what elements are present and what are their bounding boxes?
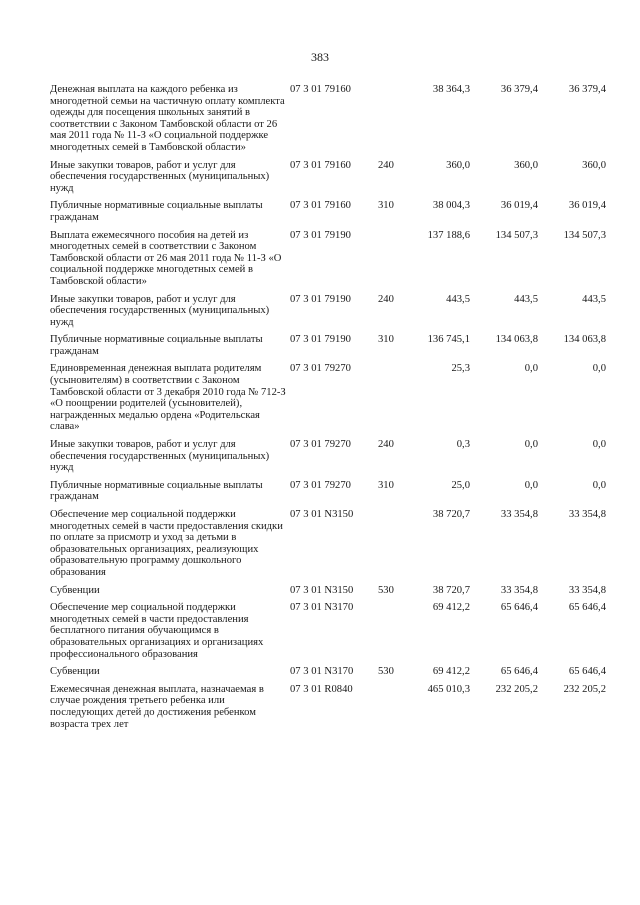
item-name: Денежная выплата на каждого ребенка из многодетной семьи на частичную оплату комплекта одежды для посещения школьных занятий в соответствии с Законом Тамбовской области от 26 мая 2011 года № 11-З «О социальной поддержке многодетных семей в Тамбовской области» <box>50 84 285 153</box>
item-name: Субвенции <box>50 666 100 678</box>
amount-year-1: 38 720,7 <box>432 509 470 520</box>
amount-year-3: 134 507,3 <box>563 229 606 241</box>
item-name: Иные закупки товаров, работ и услуг для обеспечения государственных (муниципальных) нужд <box>50 439 270 474</box>
target-code: 07 3 01 79190 <box>290 334 351 346</box>
target-code: 07 3 01 N3170 <box>290 666 354 678</box>
amount-year-2: 65 646,4 <box>500 666 538 678</box>
target-code: 07 3 01 79190 <box>290 293 351 305</box>
amount-year-1: 69 412,2 <box>432 666 470 678</box>
amount-year-2: 0,0 <box>524 363 538 375</box>
budget-table <box>50 84 620 736</box>
item-name: Выплата ежемесячного пособия на детей из многодетных семей в соответствии с Законом Тамбовской области от 26 мая 2011 года № 11-З «О социальной поддержке многодетных семей в Тамбовской области» <box>50 229 282 287</box>
amount-year-1: 360,0 <box>446 159 470 171</box>
amount-year-3: 65 646,4 <box>568 666 606 678</box>
amount-year-3: 0,0 <box>592 479 606 491</box>
amount-year-3: 36 379,4 <box>568 84 606 95</box>
table-row <box>50 666 620 678</box>
amount-year-1: 38 720,7 <box>432 584 470 596</box>
item-name: Обеспечение мер социальной поддержки многодетных семей в части предоставления скидки по оплате за присмотр и уход за детьми в образовательных организациях, реализующих образовательную программу дошкольного образования <box>50 509 283 578</box>
expense-type-code: 530 <box>378 584 394 596</box>
item-name: Обеспечение мер социальной поддержки многодетных семей в части предоставления бесплатного питания обучающимся в образовательных организациях и организациях профессионального образования <box>50 602 264 660</box>
amount-year-2: 36 379,4 <box>500 84 538 95</box>
expense-type-code: 310 <box>378 479 394 491</box>
table-row <box>50 602 620 660</box>
expense-type-code: 240 <box>378 293 394 305</box>
table-row <box>50 439 620 474</box>
target-code: 07 3 01 79270 <box>290 363 351 375</box>
table-row <box>50 334 620 357</box>
item-name: Иные закупки товаров, работ и услуг для обеспечения государственных (муниципальных) нужд <box>50 159 270 194</box>
expense-type-code: 310 <box>378 334 394 346</box>
amount-year-2: 0,0 <box>524 439 538 451</box>
expense-type-code: 240 <box>378 439 394 451</box>
amount-year-1: 25,3 <box>451 363 470 375</box>
target-code: 07 3 01 79190 <box>290 229 351 241</box>
amount-year-2: 134 507,3 <box>495 229 538 241</box>
item-name: Ежемесячная денежная выплата, назначаемая в случае рождения третьего ребенка или последующих детей до достижения ребенком возраста трех лет <box>50 683 264 730</box>
amount-year-1: 0,3 <box>456 439 470 451</box>
amount-year-3: 33 354,8 <box>568 584 606 596</box>
target-code: 07 3 01 R0840 <box>290 683 353 695</box>
amount-year-1: 137 188,6 <box>427 229 470 241</box>
table-row <box>50 684 620 730</box>
target-code: 07 3 01 N3150 <box>290 509 354 520</box>
item-name: Публичные нормативные социальные выплаты гражданам <box>50 200 263 223</box>
item-name: Иные закупки товаров, работ и услуг для обеспечения государственных (муниципальных) нужд <box>50 293 270 328</box>
amount-year-2: 134 063,8 <box>495 334 538 346</box>
amount-year-2: 65 646,4 <box>500 602 538 614</box>
table-row <box>50 480 620 503</box>
item-name: Субвенции <box>50 584 100 596</box>
item-name: Единовременная денежная выплата родителям (усыновителям) в соответствии с Законом Тамбовской области от 3 декабря 2010 года № 712-З «О поощрении родителей (усыновителей), награжденных медалью ордена «Родительская слава» <box>50 363 286 433</box>
target-code: 07 3 01 79270 <box>290 479 351 491</box>
item-name: Публичные нормативные социальные выплаты гражданам <box>50 479 263 503</box>
amount-year-1: 136 745,1 <box>427 334 470 346</box>
target-code: 07 3 01 79160 <box>290 84 351 95</box>
amount-year-1: 443,5 <box>446 293 470 305</box>
amount-year-1: 38 004,3 <box>432 200 470 212</box>
amount-year-2: 0,0 <box>524 479 538 491</box>
table-row <box>50 200 620 223</box>
expense-type-code: 310 <box>378 200 394 212</box>
target-code: 07 3 01 N3170 <box>290 602 354 614</box>
item-name: Публичные нормативные социальные выплаты гражданам <box>50 334 263 357</box>
page-number: 383 <box>311 50 329 64</box>
target-code: 07 3 01 79160 <box>290 200 351 212</box>
expense-type-code: 530 <box>378 666 394 678</box>
table-row <box>50 509 620 579</box>
amount-year-3: 443,5 <box>582 293 606 305</box>
amount-year-1: 38 364,3 <box>432 84 470 95</box>
amount-year-2: 36 019,4 <box>500 200 538 212</box>
table-row <box>50 160 620 195</box>
target-code: 07 3 01 N3150 <box>290 584 354 596</box>
amount-year-3: 360,0 <box>582 159 606 171</box>
amount-year-3: 36 019,4 <box>568 200 606 212</box>
amount-year-1: 69 412,2 <box>432 602 470 614</box>
amount-year-2: 360,0 <box>514 159 538 171</box>
amount-year-3: 232 205,2 <box>563 683 606 695</box>
table-row <box>50 84 620 154</box>
table-row <box>50 585 620 597</box>
amount-year-3: 0,0 <box>592 439 606 451</box>
amount-year-3: 134 063,8 <box>563 334 606 346</box>
amount-year-1: 465 010,3 <box>427 683 470 695</box>
amount-year-2: 33 354,8 <box>500 584 538 596</box>
amount-year-1: 25,0 <box>451 479 470 491</box>
expense-type-code: 240 <box>378 159 394 171</box>
table-row <box>50 230 620 288</box>
amount-year-2: 232 205,2 <box>495 683 538 695</box>
target-code: 07 3 01 79160 <box>290 159 351 171</box>
amount-year-3: 33 354,8 <box>568 509 606 520</box>
amount-year-2: 33 354,8 <box>500 509 538 520</box>
table-row <box>50 363 620 433</box>
target-code: 07 3 01 79270 <box>290 439 351 451</box>
amount-year-3: 0,0 <box>592 363 606 375</box>
table-row <box>50 294 620 329</box>
amount-year-3: 65 646,4 <box>568 602 606 614</box>
amount-year-2: 443,5 <box>514 293 538 305</box>
